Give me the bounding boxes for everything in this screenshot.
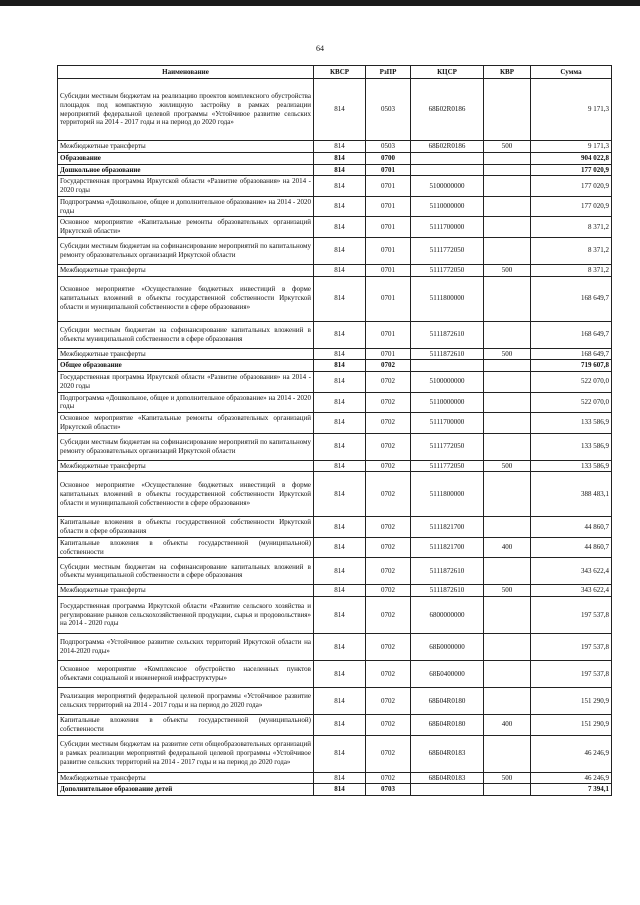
row-kcsr: 5111872610 (411, 321, 484, 348)
row-name: Субсидии местным бюджетам на софинансирование капитальных вложений в объекты муниципальной собственности в сфере образования (58, 558, 314, 585)
row-kvsr: 814 (314, 176, 366, 197)
row-kvr: 500 (484, 585, 531, 597)
page-number: 64 (316, 44, 324, 53)
row-name: Дополнительное образование детей (58, 784, 314, 796)
row-kvr: 500 (484, 141, 531, 153)
row-kvr: 400 (484, 537, 531, 558)
row-kvsr: 814 (314, 264, 366, 276)
row-kvsr: 814 (314, 321, 366, 348)
row-kcsr: 5111772050 (411, 460, 484, 472)
row-name: Капитальные вложения в объекты государственной (муниципальной) собственности (58, 537, 314, 558)
row-kcsr: 5111700000 (411, 413, 484, 434)
row-rzpr: 0702 (366, 460, 411, 472)
row-kcsr: 68Б04R0180 (411, 688, 484, 715)
row-name: Подпрограмма «Дошкольное, общее и дополнительное образование» на 2014 - 2020 годы (58, 392, 314, 413)
row-kvr (484, 392, 531, 413)
table-row (58, 735, 612, 772)
row-sum: 9 171,3 (531, 79, 612, 141)
row-kvr (484, 79, 531, 141)
row-kcsr (411, 164, 484, 176)
row-kvr (484, 164, 531, 176)
row-kvr: 500 (484, 348, 531, 360)
table-row (58, 321, 612, 348)
row-kvr (484, 372, 531, 393)
row-sum: 522 070,0 (531, 372, 612, 393)
row-kvsr: 814 (314, 196, 366, 217)
table-row (58, 164, 612, 176)
row-rzpr: 0702 (366, 360, 411, 372)
row-name: Подпрограмма «Устойчивое развитие сельских территорий Иркутской области на 2014-2020 годы» (58, 634, 314, 661)
row-kcsr (411, 360, 484, 372)
row-kvsr: 814 (314, 688, 366, 715)
row-rzpr: 0701 (366, 321, 411, 348)
row-kvsr: 814 (314, 634, 366, 661)
row-kvr (484, 558, 531, 585)
row-rzpr: 0702 (366, 634, 411, 661)
row-name: Образование (58, 152, 314, 164)
row-sum: 133 586,9 (531, 413, 612, 434)
row-kvsr: 814 (314, 372, 366, 393)
row-sum: 522 070,0 (531, 392, 612, 413)
row-kvr (484, 176, 531, 197)
row-sum: 168 649,7 (531, 276, 612, 321)
table-row (58, 348, 612, 360)
row-rzpr: 0701 (366, 276, 411, 321)
row-sum: 388 483,1 (531, 472, 612, 517)
row-rzpr: 0703 (366, 784, 411, 796)
row-name: Субсидии местным бюджетам на софинансирование мероприятий по капитальному ремонту образовательных организаций Иркутской области (58, 237, 314, 264)
row-kvr (484, 472, 531, 517)
row-kcsr: 5111872610 (411, 585, 484, 597)
table-row (58, 784, 612, 796)
table-body (58, 79, 612, 796)
table-row (58, 460, 612, 472)
row-kcsr: 5111772050 (411, 264, 484, 276)
table-row (58, 472, 612, 517)
row-kvsr: 814 (314, 558, 366, 585)
row-kcsr: 5111872610 (411, 558, 484, 585)
row-rzpr: 0702 (366, 372, 411, 393)
row-kcsr: 6800000000 (411, 597, 484, 634)
row-kcsr: 5111800000 (411, 472, 484, 517)
row-kvsr: 814 (314, 585, 366, 597)
row-rzpr: 0702 (366, 772, 411, 784)
row-rzpr: 0702 (366, 472, 411, 517)
row-kcsr: 5110000000 (411, 392, 484, 413)
row-kcsr: 5111700000 (411, 217, 484, 238)
row-kvr (484, 661, 531, 688)
row-name: Субсидии местным бюджетам на развитие сети общеобразовательных организаций в рамках реализации мероприятий федеральной целевой программы «Устойчивое развитие сельских территорий на 2014 - 2017 годы и на период до 2020 года» (58, 735, 314, 772)
table-row (58, 152, 612, 164)
row-kvsr: 814 (314, 784, 366, 796)
table-row (58, 558, 612, 585)
row-name: Капитальные вложения в объекты государственной собственности Иркутской области в сфере образования (58, 517, 314, 538)
row-kvsr: 814 (314, 79, 366, 141)
row-rzpr: 0701 (366, 164, 411, 176)
row-kvsr: 814 (314, 517, 366, 538)
row-kvsr: 814 (314, 164, 366, 176)
row-kcsr (411, 152, 484, 164)
table-row (58, 537, 612, 558)
row-name: Межбюджетные трансферты (58, 141, 314, 153)
table-row (58, 715, 612, 736)
header-kvr: КВР (484, 66, 531, 79)
row-kvr (484, 237, 531, 264)
row-sum: 9 171,3 (531, 141, 612, 153)
header-kcsr: КЦСР (411, 66, 484, 79)
row-kcsr: 5100000000 (411, 372, 484, 393)
row-rzpr: 0702 (366, 715, 411, 736)
table-row (58, 276, 612, 321)
row-kvsr: 814 (314, 360, 366, 372)
row-kvsr: 814 (314, 460, 366, 472)
header-kvsr: КВСР (314, 66, 366, 79)
row-kcsr: 68Б0400000 (411, 661, 484, 688)
row-kcsr: 68Б04R0183 (411, 735, 484, 772)
row-rzpr: 0702 (366, 597, 411, 634)
row-name: Межбюджетные трансферты (58, 772, 314, 784)
row-sum: 177 020,9 (531, 164, 612, 176)
row-sum: 8 371,2 (531, 217, 612, 238)
row-rzpr: 0701 (366, 217, 411, 238)
row-name: Субсидии местным бюджетам на реализацию проектов комплексного обустройства площадок под компактную жилищную застройку в рамках реализации мероприятий федеральной целевой программы «Устойчивое развитие сельских территорий на 2014 - 2017 годы и на период до 2020 года» (58, 79, 314, 141)
row-name: Государственная программа Иркутской области «Развитие образования» на 2014 - 2020 годы (58, 372, 314, 393)
row-kvr (484, 688, 531, 715)
table-row (58, 196, 612, 217)
row-kvr (484, 735, 531, 772)
header-sum: Сумма (531, 66, 612, 79)
row-kvr: 500 (484, 772, 531, 784)
row-kcsr: 68Б02R0186 (411, 141, 484, 153)
row-kcsr: 68Б02R0186 (411, 79, 484, 141)
row-sum: 197 537,8 (531, 597, 612, 634)
row-kvsr: 814 (314, 141, 366, 153)
row-name: Государственная программа Иркутской области «Развитие образования» на 2014 - 2020 годы (58, 176, 314, 197)
row-rzpr: 0702 (366, 392, 411, 413)
row-name: Дошкольное образование (58, 164, 314, 176)
row-kvr (484, 517, 531, 538)
row-sum: 177 020,9 (531, 196, 612, 217)
row-name: Межбюджетные трансферты (58, 264, 314, 276)
row-kvsr: 814 (314, 433, 366, 460)
row-kvr (484, 276, 531, 321)
row-rzpr: 0701 (366, 348, 411, 360)
table-row (58, 237, 612, 264)
row-rzpr: 0702 (366, 585, 411, 597)
row-sum: 7 394,1 (531, 784, 612, 796)
row-name: Общее образование (58, 360, 314, 372)
row-kcsr: 5111772050 (411, 433, 484, 460)
row-kvsr: 814 (314, 715, 366, 736)
table-row (58, 141, 612, 153)
row-kvr (484, 433, 531, 460)
row-rzpr: 0702 (366, 688, 411, 715)
row-kvr (484, 360, 531, 372)
row-rzpr: 0503 (366, 79, 411, 141)
table-row (58, 661, 612, 688)
row-name: Реализация мероприятий федеральной целевой программы «Устойчивое развитие сельских территорий на 2014 - 2017 годы и на период до 2020 года» (58, 688, 314, 715)
row-name: Основное мероприятие «Осуществление бюджетных инвестиций в форме капитальных вложений в объекты государственной собственности Иркутской области и муниципальной собственности в сфере образования» (58, 276, 314, 321)
row-rzpr: 0700 (366, 152, 411, 164)
row-sum: 197 537,8 (531, 661, 612, 688)
row-name: Основное мероприятие «Капитальные ремонты образовательных организаций Иркутской области» (58, 413, 314, 434)
row-kcsr: 5100000000 (411, 176, 484, 197)
row-name: Субсидии местным бюджетам на софинансирование капитальных вложений в объекты муниципальной собственности в сфере образования (58, 321, 314, 348)
row-kcsr: 5111821700 (411, 517, 484, 538)
row-kvr: 500 (484, 264, 531, 276)
row-kvr (484, 634, 531, 661)
row-rzpr: 0701 (366, 237, 411, 264)
row-kcsr (411, 784, 484, 796)
table-row (58, 217, 612, 238)
row-rzpr: 0701 (366, 196, 411, 217)
row-kcsr: 5111872610 (411, 348, 484, 360)
row-kvsr: 814 (314, 276, 366, 321)
table-row (58, 79, 612, 141)
table-row (58, 176, 612, 197)
header-rzpr: РзПР (366, 66, 411, 79)
row-rzpr: 0701 (366, 264, 411, 276)
row-sum: 133 586,9 (531, 433, 612, 460)
row-sum: 46 246,9 (531, 772, 612, 784)
row-sum: 133 586,9 (531, 460, 612, 472)
row-kvr: 400 (484, 715, 531, 736)
row-kvr (484, 597, 531, 634)
row-rzpr: 0702 (366, 433, 411, 460)
row-kcsr: 5111800000 (411, 276, 484, 321)
row-kvsr: 814 (314, 348, 366, 360)
row-sum: 151 290,9 (531, 688, 612, 715)
table-row (58, 413, 612, 434)
row-name: Межбюджетные трансферты (58, 460, 314, 472)
row-sum: 343 622,4 (531, 585, 612, 597)
row-name: Межбюджетные трансферты (58, 348, 314, 360)
table-row (58, 392, 612, 413)
row-sum: 168 649,7 (531, 321, 612, 348)
row-name: Основное мероприятие «Капитальные ремонты образовательных организаций Иркутской области» (58, 217, 314, 238)
row-kcsr: 68Б0000000 (411, 634, 484, 661)
row-kvsr: 814 (314, 537, 366, 558)
row-rzpr: 0701 (366, 176, 411, 197)
scan-edge-bar (0, 0, 640, 6)
row-name: Межбюджетные трансферты (58, 585, 314, 597)
table-row (58, 688, 612, 715)
row-kvr (484, 784, 531, 796)
row-sum: 168 649,7 (531, 348, 612, 360)
row-kvsr: 814 (314, 597, 366, 634)
row-kcsr: 5111821700 (411, 537, 484, 558)
row-kvsr: 814 (314, 237, 366, 264)
row-kvsr: 814 (314, 735, 366, 772)
row-name: Капитальные вложения в объекты государственной (муниципальной) собственности (58, 715, 314, 736)
row-kvsr: 814 (314, 152, 366, 164)
budget-table (57, 65, 612, 796)
row-kvr (484, 152, 531, 164)
row-kcsr: 68Б04R0180 (411, 715, 484, 736)
table-row (58, 372, 612, 393)
table-row (58, 517, 612, 538)
row-sum: 343 622,4 (531, 558, 612, 585)
row-kvsr: 814 (314, 661, 366, 688)
row-kcsr: 68Б04R0183 (411, 772, 484, 784)
row-kvr (484, 321, 531, 348)
row-kcsr: 5111772050 (411, 237, 484, 264)
row-name: Субсидии местным бюджетам на софинансирование мероприятий по капитальному ремонту образовательных организаций Иркутской области (58, 433, 314, 460)
row-kvsr: 814 (314, 772, 366, 784)
row-kvr (484, 196, 531, 217)
row-kvsr: 814 (314, 472, 366, 517)
row-name: Подпрограмма «Дошкольное, общее и дополнительное образование» на 2014 - 2020 годы (58, 196, 314, 217)
table-row (58, 264, 612, 276)
row-sum: 197 537,8 (531, 634, 612, 661)
table-row (58, 772, 612, 784)
row-sum: 46 246,9 (531, 735, 612, 772)
row-kvr (484, 413, 531, 434)
table-row (58, 597, 612, 634)
table-row (58, 360, 612, 372)
row-sum: 904 022,8 (531, 152, 612, 164)
row-rzpr: 0702 (366, 661, 411, 688)
header-name: Наименование (58, 66, 314, 79)
row-rzpr: 0702 (366, 558, 411, 585)
table-row (58, 585, 612, 597)
row-rzpr: 0503 (366, 141, 411, 153)
row-name: Основное мероприятие «Комплексное обустройство населенных пунктов объектами социальной и инженерной инфраструктуры» (58, 661, 314, 688)
row-kvsr: 814 (314, 217, 366, 238)
row-sum: 8 371,2 (531, 237, 612, 264)
row-kcsr: 5110000000 (411, 196, 484, 217)
row-sum: 177 020,9 (531, 176, 612, 197)
row-sum: 44 860,7 (531, 517, 612, 538)
row-rzpr: 0702 (366, 735, 411, 772)
row-name: Основное мероприятие «Осуществление бюджетных инвестиций в форме капитальных вложений в объекты государственной собственности Иркутской области и муниципальной собственности в сфере образования» (58, 472, 314, 517)
row-rzpr: 0702 (366, 537, 411, 558)
row-sum: 151 290,9 (531, 715, 612, 736)
row-name: Государственная программа Иркутской области «Развитие сельского хозяйства и регулирование рынков сельскохозяйственной продукции, сырья и продовольствия» на 2014 - 2020 годы (58, 597, 314, 634)
row-kvr (484, 217, 531, 238)
row-sum: 44 860,7 (531, 537, 612, 558)
table-row (58, 433, 612, 460)
row-rzpr: 0702 (366, 413, 411, 434)
table-row (58, 634, 612, 661)
row-kvsr: 814 (314, 392, 366, 413)
row-kvsr: 814 (314, 413, 366, 434)
row-rzpr: 0702 (366, 517, 411, 538)
header-row (58, 66, 612, 79)
row-sum: 719 607,8 (531, 360, 612, 372)
row-sum: 8 371,2 (531, 264, 612, 276)
row-kvr: 500 (484, 460, 531, 472)
